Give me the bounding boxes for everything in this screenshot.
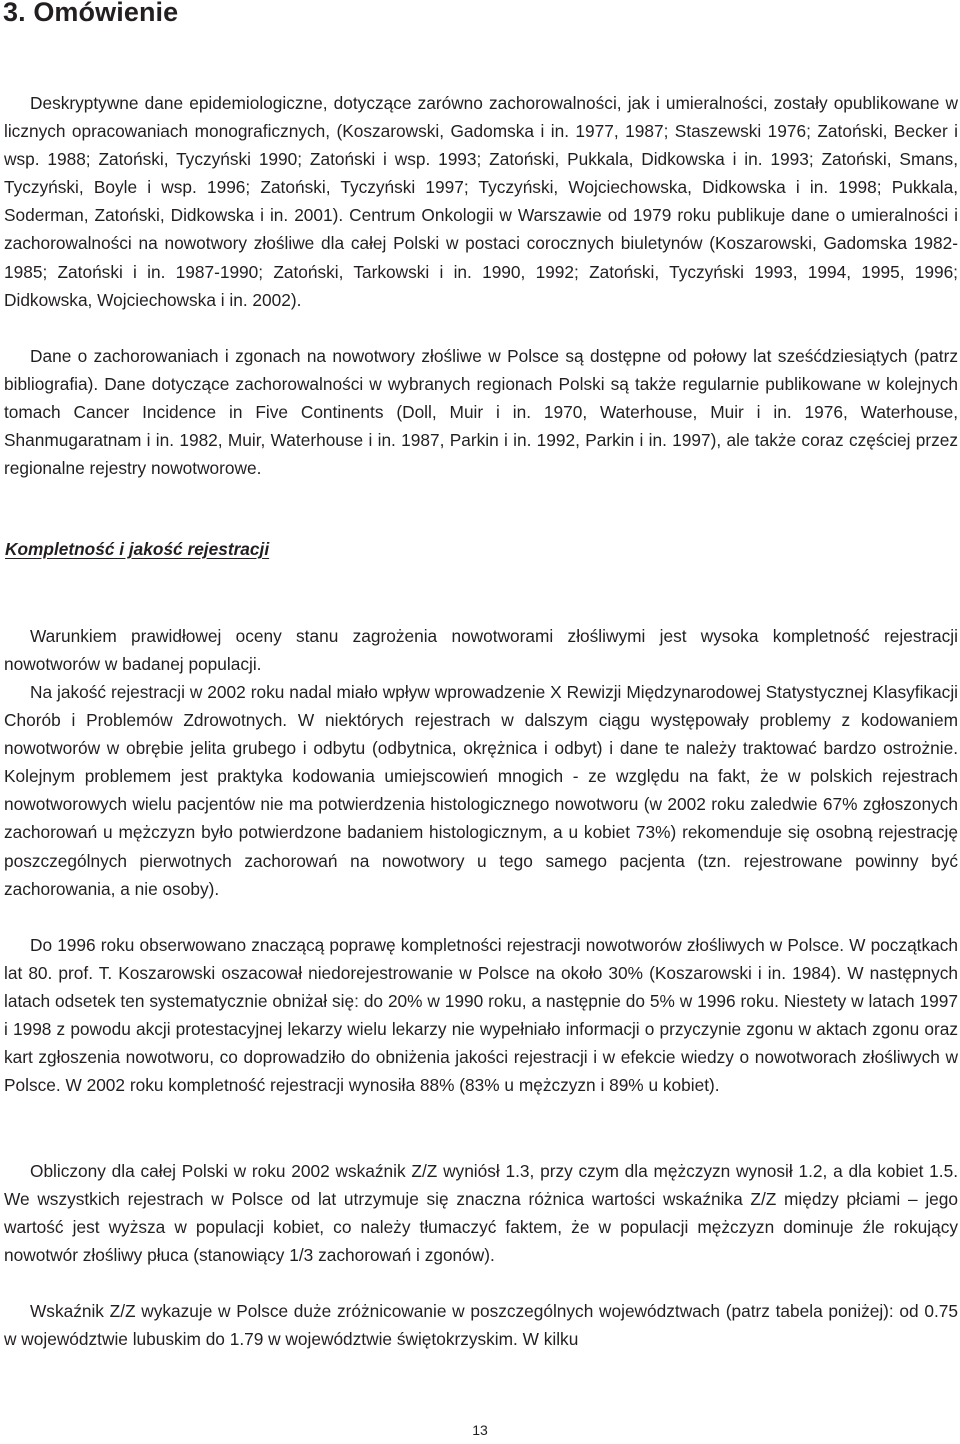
chapter-title: 3. Omówienie [3, 0, 179, 27]
section-paragraph: Na jakość rejestracji w 2002 roku nadal miało wpływ wprowadzenie X Rewizji Międzynarodowej Statystycznej Klasyfikacji Chorób i Problemów Zdrowotnych. W niektórych rejestrach w dalszym ciągu występowały problemy z kodowaniem nowotworów w obrębie jelita grubego i odbytu (odbytnica, okrężnica i odbyt) i dane te należy traktować bardzo ostrożnie. Kolejnym problemem jest praktyka kodowania umiejscowień mnogich - ze względu na fakt, że w polskich rejestrach nowotworowych wielu pacjentów nie ma potwierdzenia histologicznego nowotworu (w 2002 roku zaledwie 67% zgłoszonych zachorowań u mężczyzn było potwierdzone badaniem histologicznym, a u kobiet 73%) rekomenduje się osobną rejestrację poszczególnych pierwotnych zachorowań na nowotwory u tego samego pacjenta (tzn. rejestrowane powinny być zachorowania, a nie osoby). [4, 682, 958, 899]
section-paragraph: Warunkiem prawidłowej oceny stanu zagrożenia nowotworami złośliwymi jest wysoka kompletność rejestracji nowotworów w badanej populacji. [4, 626, 958, 675]
section-heading: Kompletność i jakość rejestracji [5, 539, 270, 559]
section-paragraph: Wskaźnik Z/Z wykazuje w Polsce duże zróżnicowanie w poszczególnych województwach (patrz tabela poniżej): od 0.75 w województwie lubuskim do 1.79 w województwie świętokrzyskim. W kilku [4, 1301, 958, 1350]
intro-paragraph: Deskryptywne dane epidemiologiczne, dotyczące zarówno zachorowalności, jak i umieralności, zostały opublikowane w licznych opracowaniach monograficznych, (Koszarowski, Gadomska i in. 1977, 1987; Staszewski 1976; Zatoński, Becker i wsp. 1988; Zatoński, Tyczyński 1990; Zatoński i wsp. 1993; Zatoński, Pukkala, Didkowska i in. 1993; Zatoński, Smans, Tyczyński, Boyle i wsp. 1996; Zatoński, Tyczyński 1997; Tyczyński, Wojciechowska, Didkowska i in. 1998; Pukkala, Soderman, Zatoński, Didkowska i in. 2001). Centrum Onkologii w Warszawie od 1979 roku publikuje dane o umieralności i zachorowalności na nowotwory złośliwe dla całej Polski w postaci corocznych biuletynów (Koszarowski, Gadomska 1982-1985; Zatoński i in. 1987-1990; Zatoński, Tarkowski i in. 1990, 1992; Zatoński, Tyczyński 1993, 1994, 1995, 1996; Didkowska, Wojciechowska i in. 2002). [4, 93, 958, 310]
section-paragraph: Obliczony dla całej Polski w roku 2002 wskaźnik Z/Z wyniósł 1.3, przy czym dla mężczyzn wynosił 1.2, a dla kobiet 1.5. We wszystkich rejestrach w Polsce od lat utrzymuje się znaczna różnica wartości wskaźnika Z/Z między płciami – jego wartość jest wyższa w populacji kobiet, co należy tłumaczyć faktem, że w populacji mężczyzn dominuje źle rokujący nowotwór złośliwy płuca (stanowiący 1/3 zachorowań i zgonów). [4, 1161, 958, 1266]
intro-paragraph: Dane o zachorowaniach i zgonach na nowotwory złośliwe w Polsce są dostępne od połowy lat sześćdziesiątych (patrz bibliografia). Dane dotyczące zachorowalności w wybranych regionach Polski są także regularnie publikowane w kolejnych tomach Cancer Incidence in Five Continents (Doll, Muir i in. 1970, Waterhouse, Muir i in. 1976, Waterhouse, Shanmugaratnam i in. 1982, Muir, Waterhouse i in. 1987, Parkin i in. 1992, Parkin i in. 1997), ale także coraz częściej przez regionalne rejestry nowotworowe. [4, 346, 958, 479]
section-paragraph: Do 1996 roku obserwowano znaczącą poprawę kompletności rejestracji nowotworów złośliwych w Polsce. W początkach lat 80. prof. T. Koszarowski oszacował niedorejestrowanie w Polsce na około 30% (Koszarowski i in. 1984). W następnych latach odsetek ten systematycznie obniżał się: do 20% w 1990 roku, a następnie do 5% w 1996 roku. Niestety w latach 1997 i 1998 z powodu akcji protestacyjnej lekarzy wielu lekarzy nie wypełniało informacji o przyczynie zgonu w aktach zgonu oraz kart zgłoszenia nowotworu, co doprowadziło do obniżenia jakości rejestracji i w efekcie wiedzy o nowotworach złośliwych w Polsce. W 2002 roku kompletność rejestracji wynosiła 88% (83% u mężczyzn i 89% u kobiet). [4, 935, 958, 1096]
page-number: 13 [472, 1422, 488, 1438]
